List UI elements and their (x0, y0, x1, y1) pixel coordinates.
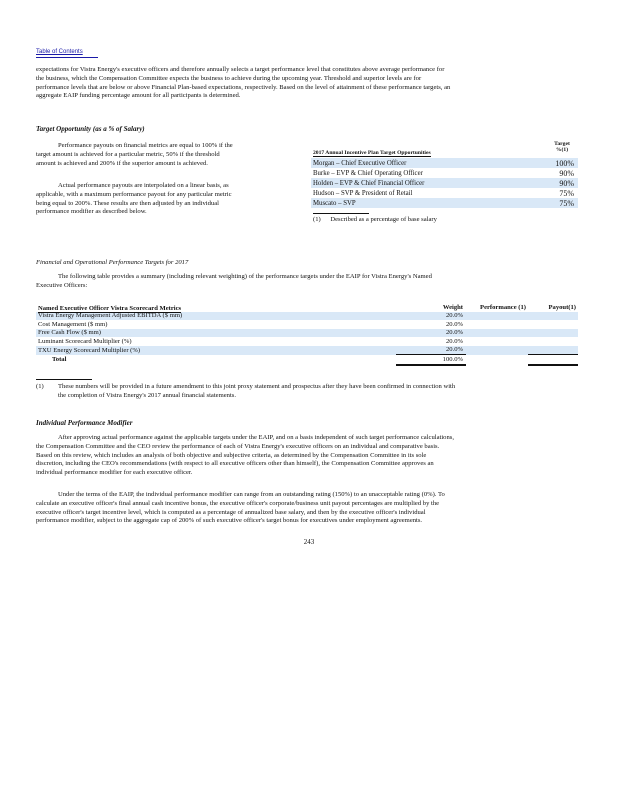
metric-name: Free Cash Flow ($ mm) (38, 329, 102, 337)
target-header-line1: Target (554, 141, 570, 147)
metric-name: Luminant Scorecard Multiplier (%) (38, 337, 132, 345)
target-column-header (550, 141, 574, 153)
target-pct: 90% (559, 178, 574, 188)
para-line: Under the terms of the EAIP, the individual performance modifier can range from an outstanding rating (150%) to an unacceptable rating (0%). To (58, 491, 445, 498)
para-line: applicable, with a maximum performance payout for any particular metric (36, 190, 232, 198)
footnote-divider (36, 379, 92, 380)
table-of-contents-link[interactable]: Table of Contents (36, 49, 83, 55)
para-line: calculate an executive officer's final annual cash incentive bonus, the executive officer's corporate/business unit payout percentages are multiplied by the (36, 499, 440, 507)
metric-name: Cost Management ($ mm) (38, 320, 108, 328)
weight-column-header: Weight (442, 303, 463, 311)
metric-weight: 20.0% (445, 312, 463, 320)
metric-column-header: Named Executive Officer Vistra Scorecard Metrics (38, 304, 182, 312)
officer-name: Muscato – SVP (313, 199, 356, 207)
opportunities-table-title: 2017 Annual Incentive Plan Target Opportunities (313, 150, 431, 156)
metric-weight: 20.0% (396, 346, 466, 355)
modifier-para2 (36, 491, 584, 526)
header-divider (36, 57, 98, 58)
para-line: Actual performance payouts are interpolated on a linear basis, as (58, 182, 229, 189)
para-line: being equal to 200%. These results are then adjusted by an individual (36, 199, 219, 207)
target-pct: 75% (559, 198, 574, 208)
modifier-heading: Individual Performance Modifier (36, 419, 133, 427)
footnote-line: the completion of Vistra Energy's 2017 annual financial statements. (58, 391, 236, 399)
table-row (36, 337, 578, 346)
footnote-line: These numbers will be provided in a future amendment to this joint proxy statement and prospectus after they have been confirmed in connection with (58, 383, 456, 390)
para-line: Executive Officers: (36, 281, 88, 289)
para-line: After approving actual performance against the applicable targets under the EAIP, and on a basis independent of such target performance calculations, (58, 434, 454, 441)
para-line: Based on this review, which includes an analysis of both objective and subjective criteria, as determined by the Compensation Committee in its sole (36, 451, 427, 459)
footnote-divider (313, 213, 369, 214)
intro-line: aggregate EAIP funding percentage amount for all participants is determined. (36, 92, 241, 100)
performance-column-header: Performance (1) (480, 303, 526, 311)
table-row (311, 178, 578, 188)
intro-line: performance levels that are below or above Financial Plan-based expectations, respectively. Based on the level of attainment of these performance targets, an (36, 83, 451, 91)
para-line: performance modifier as described below. (36, 208, 147, 216)
targets-2017-heading: Financial and Operational Performance Targets for 2017 (36, 259, 189, 266)
para-line: discretion, including the CEO's recommendations (with respect to all executive officers other than himself), the Compensation Committee approves an (36, 460, 434, 468)
table-row (311, 198, 578, 208)
officer-name: Burke – EVP & Chief Operating Officer (313, 169, 423, 177)
table-row (311, 158, 578, 168)
para-line: target amount is achieved for a particular metric, 50% if the threshold (36, 150, 220, 158)
para-line: the Compensation Committee and the CEO review the performance of each of Vistra Energy's executive officers on an individual and comparative basis. (36, 442, 440, 450)
targets-2017-paragraph (36, 273, 584, 291)
officer-name: Hudson – SVP & President of Retail (313, 189, 413, 197)
table-row (36, 329, 578, 338)
metric-name: Vistra Energy Management Adjusted EBITDA ($ mm) (38, 312, 183, 320)
target-opportunity-para1 (36, 142, 291, 168)
payout-column-header: Payout(1) (548, 303, 576, 311)
table-header-row (36, 303, 578, 312)
metric-weight: 20.0% (445, 320, 463, 328)
table-row (36, 320, 578, 329)
metric-weight: 20.0% (445, 329, 463, 337)
modifier-para1 (36, 434, 584, 478)
metric-name: TXU Energy Scorecard Multiplier (%) (38, 346, 141, 354)
page-number: 243 (303, 538, 315, 546)
target-pct: 75% (559, 188, 574, 198)
footnote-mark: (1) (36, 383, 44, 390)
table-total-row (36, 355, 578, 365)
target-opportunities-table (311, 141, 578, 225)
target-opportunity-heading: Target Opportunity (as a % of Salary) (36, 125, 145, 133)
table-row (311, 188, 578, 198)
target-header-line2: %(1) (555, 147, 569, 153)
intro-line: expectations for Vistra Energy's executive officers and therefore annually selects a target performance level that constitutes above average performance for (36, 66, 445, 73)
intro-paragraph (36, 66, 584, 101)
scorecard-footnote (58, 383, 584, 401)
para-line: performance modifier, subject to the aggregate cap of 200% of such executive officer's target bonus for executives under employment agreements. (36, 517, 423, 525)
target-pct: 100% (555, 158, 574, 168)
intro-line: the business, which the Compensation Committee expects the business to achieve during the upcoming year. Threshold and superior levels are for (36, 74, 422, 82)
para-line: amount is achieved and 200% if the superior amount is achieved. (36, 159, 208, 167)
metric-weight: 20.0% (445, 337, 463, 345)
table-row (36, 346, 578, 355)
target-pct: 90% (559, 168, 574, 178)
footnote-mark: (1) (313, 216, 321, 223)
officer-name: Morgan – Chief Executive Officer (313, 159, 407, 167)
footnote-text: Described as a percentage of base salary (330, 216, 437, 223)
scorecard-metrics-table (36, 303, 578, 366)
target-opportunity-para2 (36, 182, 291, 217)
total-weight: 100.0% (396, 355, 466, 365)
table-row (311, 168, 578, 178)
table-row (36, 312, 578, 321)
officer-name: Holden – EVP & Chief Financial Officer (313, 179, 425, 187)
opportunities-footnote (313, 216, 578, 225)
total-label: Total (52, 356, 67, 363)
para-line: individual performance modifier for each executive officer. (36, 469, 193, 477)
para-line: The following table provides a summary (including relevant weighting) of the performance targets under the EAIP for Vistra Energy's Named (58, 273, 432, 280)
para-line: Performance payouts on financial metrics are equal to 100% if the (58, 142, 233, 149)
para-line: executive officer's target incentive level, which is computed as a percentage of annualized base salary, and then by the executive officer's individual (36, 508, 426, 516)
